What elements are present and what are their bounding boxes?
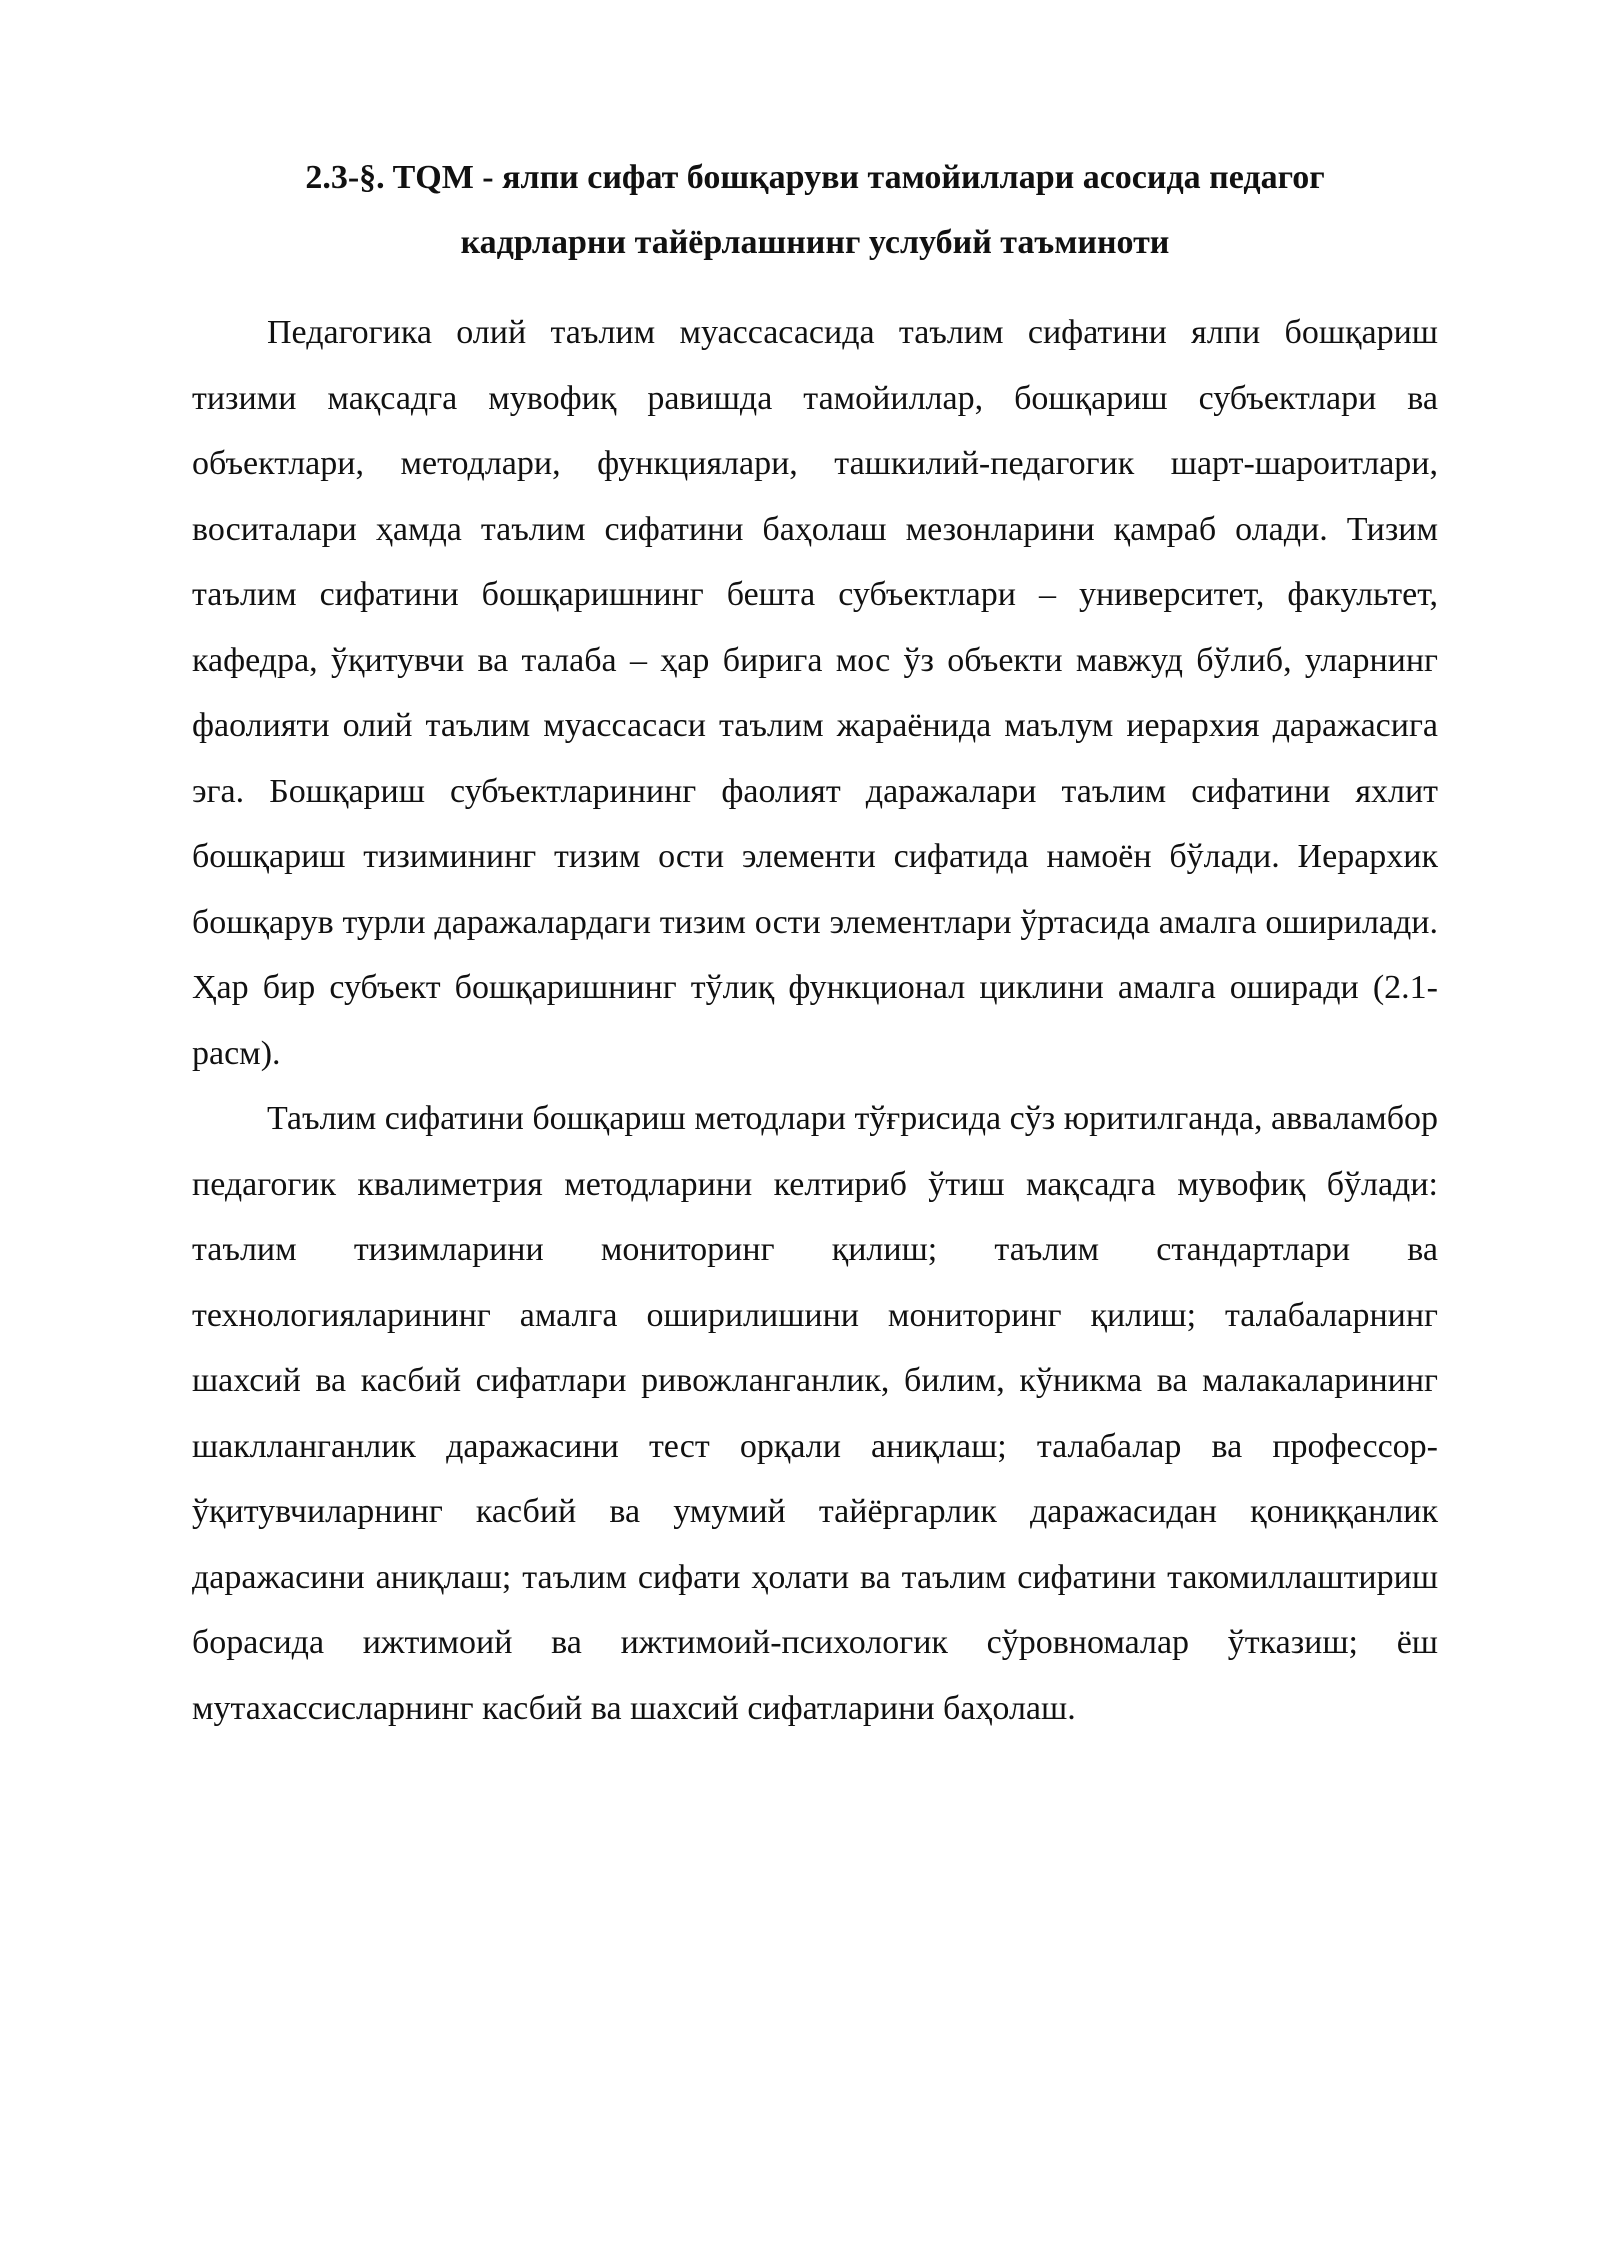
document-page: [192, 145, 1438, 1741]
paragraph-1: Педагогика олий таълим муассасасида таълим сифатини ялпи бошқариш тизими мақсадга мувофиқ равишда тамойиллар, бошқариш субъектлари ва объектлари, методлари, функциялари, ташкилий-педагогик шарт-шароитлари, воситалари ҳамда таълим сифатини баҳолаш мезонларини қамраб олади. Тизим таълим сифатини бошқаришнинг бешта субъектлари – университет, факультет, кафедра, ўқитувчи ва талаба – ҳар бирига мос ўз объекти мавжуд бўлиб, уларнинг фаолияти олий таълим муассасаси таълим жараёнида маълум иерархия даражасига эга. Бошқариш субъектларининг фаолият даражалари таълим сифатини яхлит бошқариш тизимининг тизим ости элементи сифатида намоён бўлади. Иерархик бошқарув турли даражалардаги тизим ости элементлари ўртасида амалга оширилади. Ҳар бир субъект бошқаришнинг тўлиқ функционал циклини амалга оширади (2.1-расм).: [192, 314, 1438, 1072]
section-heading: [192, 145, 1438, 275]
heading-line-1: 2.3-§. TQM - ялпи сифат бошқаруви тамойиллари асосида педагог: [305, 159, 1325, 196]
heading-line-2: кадрларни тайёрлашнинг услубий таъминоти: [460, 224, 1170, 261]
paragraph-2: Таълим сифатини бошқариш методлари тўғрисида сўз юритилганда, авваламбор педагогик квалиметрия методларини келтириб ўтиш мақсадга мувофиқ бўлади: таълим тизимларини мониторинг қилиш; таълим стандартлари ва технологияларининг амалга оширилишини мониторинг қилиш; талабаларнинг шахсий ва касбий сифатлари ривожланганлик, билим, кўникма ва малакаларининг шаклланганлик даражасини тест орқали аниқлаш; талабалар ва профессор-ўқитувчиларнинг касбий ва умумий тайёргарлик даражасидан қониққанлик даражасини аниқлаш; таълим сифати ҳолати ва таълим сифатини такомиллаштириш борасида ижтимоий ва ижтимоий-психологик сўровномалар ўтказиш; ёш мутахассисларнинг касбий ва шахсий сифатларини баҳолаш.: [192, 1100, 1438, 1727]
